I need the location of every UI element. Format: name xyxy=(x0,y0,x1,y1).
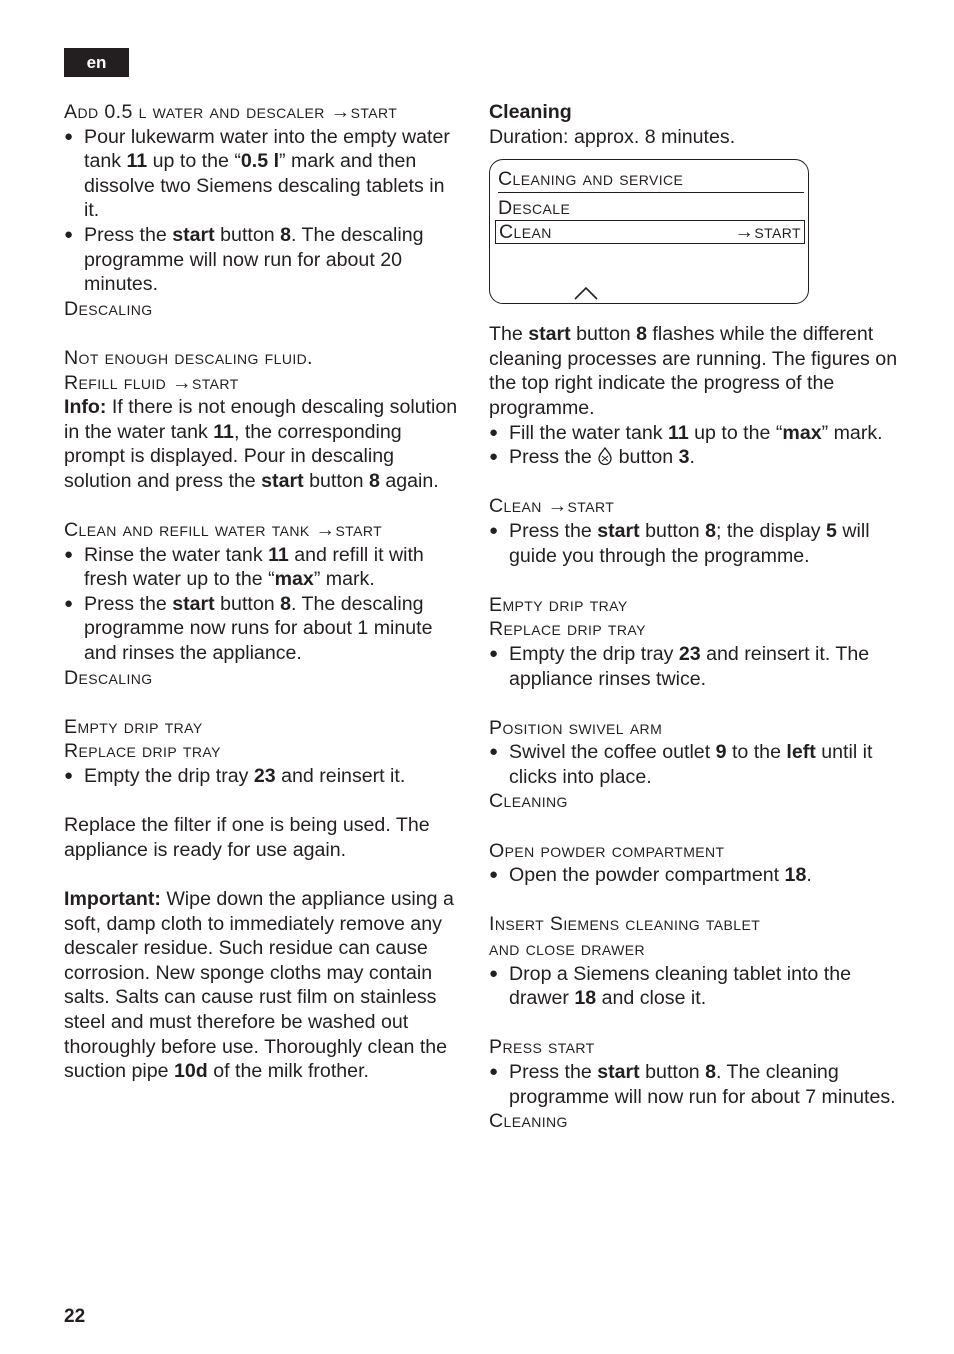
start-flash-paragraph: The start button 8 flashes while the different cleaning processes are running. The figures on the top right indicate the progress of the programme. xyxy=(489,323,898,419)
heading-clean-refill-tank: Clean and refill water tank →start xyxy=(64,519,383,542)
list-item: ● Press the start button 8. The cleaning programme will now run for about 7 minutes. xyxy=(489,1060,899,1109)
list-item: ● Press the start button 8. The descaling programme now runs for about 1 minute and rinses the appliance. xyxy=(64,592,464,666)
bullet-list xyxy=(64,764,464,789)
list-item: ● Press the button 3. xyxy=(489,445,899,470)
list-item: ● Open the powder compartment 18. xyxy=(489,863,899,888)
display-text-descaling: Descaling xyxy=(64,297,153,320)
list-item: ● Empty the drip tray 23 and reinsert it. The appliance rinses twice. xyxy=(489,642,899,691)
heading-position-swivel-arm: Position swivel arm xyxy=(489,716,663,739)
heading-empty-drip-tray: Empty drip tray xyxy=(489,593,628,616)
display-title: Cleaning and service xyxy=(498,166,804,193)
display-text-cleaning: Cleaning xyxy=(489,1110,568,1133)
bullet-list xyxy=(489,962,899,1011)
list-item: ● Swivel the coffee outlet 9 to the left until it clicks into place. xyxy=(489,740,899,789)
important-paragraph: Important: Wipe down the appliance using a soft, damp cloth to immediately remove any descaler residue. Such residue can cause corrosion. New sponge cloths may contain salts. Salts can cause rust film on stainless steel and must therefore be washed out thoroughly before use. Thoroughly clean the suction pipe 10d of the milk frother. xyxy=(64,888,454,1083)
duration-text: Duration: approx. 8 minutes. xyxy=(489,125,736,148)
heading-refill-fluid: Refill fluid →start xyxy=(64,371,239,394)
heading-open-powder-compartment: Open powder compartment xyxy=(489,839,725,862)
heading-empty-drip-tray: Empty drip tray xyxy=(64,715,203,738)
list-item: ● Pour lukewarm water into the empty water tank 11 up to the “0.5 l” mark and then dissolve two Siemens descaling tablets in it. xyxy=(64,125,464,223)
list-item: ● Press the start button 8; the display 5 will guide you through the programme. xyxy=(489,519,899,568)
page-number: 22 xyxy=(64,1306,86,1327)
heading-press-start: Press start xyxy=(489,1036,595,1059)
heading-insert-cleaning-tablet: Insert Siemens cleaning tablet xyxy=(489,913,761,936)
display-row-clean-action: →start xyxy=(734,221,801,244)
display-row-clean-selected xyxy=(495,220,805,244)
right-column xyxy=(489,100,899,1134)
display-text-descaling: Descaling xyxy=(64,666,153,689)
display-row-descale: Descale xyxy=(498,197,571,220)
info-paragraph: Info: If there is not enough descaling solution in the water tank 11, the corresponding prompt is displayed. Pour in descaling solution and press the start button 8 again. xyxy=(64,396,458,492)
list-item: ● Drop a Siemens cleaning tablet into the drawer 18 and close it. xyxy=(489,962,899,1011)
heading-clean-start: Clean →start xyxy=(489,495,615,518)
display-row-clean-label: Clean xyxy=(499,221,552,244)
section-title: Cleaning xyxy=(489,101,572,123)
language-tab: en xyxy=(64,48,129,77)
bullet-list xyxy=(64,125,464,297)
bullet-list xyxy=(64,543,464,666)
bullet-list xyxy=(489,519,899,568)
bullet-list xyxy=(489,421,899,470)
bullet-list xyxy=(489,740,899,789)
heading-not-enough-fluid: Not enough descaling fluid. xyxy=(64,346,313,369)
display-text-cleaning: Cleaning xyxy=(489,790,568,813)
bullet-list xyxy=(489,642,899,691)
heading-add-water-descaler: Add 0.5 l water and descaler →start xyxy=(64,101,398,123)
heading-replace-drip-tray: Replace drip tray xyxy=(64,740,221,763)
chevron-up-icon xyxy=(574,286,598,300)
list-item: ● Empty the drip tray 23 and reinsert it. xyxy=(64,764,464,789)
left-column xyxy=(64,100,464,1084)
bullet-list xyxy=(489,863,899,888)
heading-close-drawer: and close drawer xyxy=(489,938,646,961)
list-item: ● Rinse the water tank 11 and refill it with fresh water up to the “max” mark. xyxy=(64,543,464,592)
list-item: ● Fill the water tank 11 up to the “max” mark. xyxy=(489,421,899,446)
heading-replace-drip-tray: Replace drip tray xyxy=(489,618,646,641)
list-item: ● Press the start button 8. The descaling programme will now run for about 20 minutes. xyxy=(64,223,464,297)
display-panel xyxy=(489,159,809,304)
bullet-list xyxy=(489,1060,899,1109)
filter-paragraph: Replace the filter if one is being used. The appliance is ready for use again. xyxy=(64,814,430,861)
cleaning-drop-icon xyxy=(597,447,613,465)
